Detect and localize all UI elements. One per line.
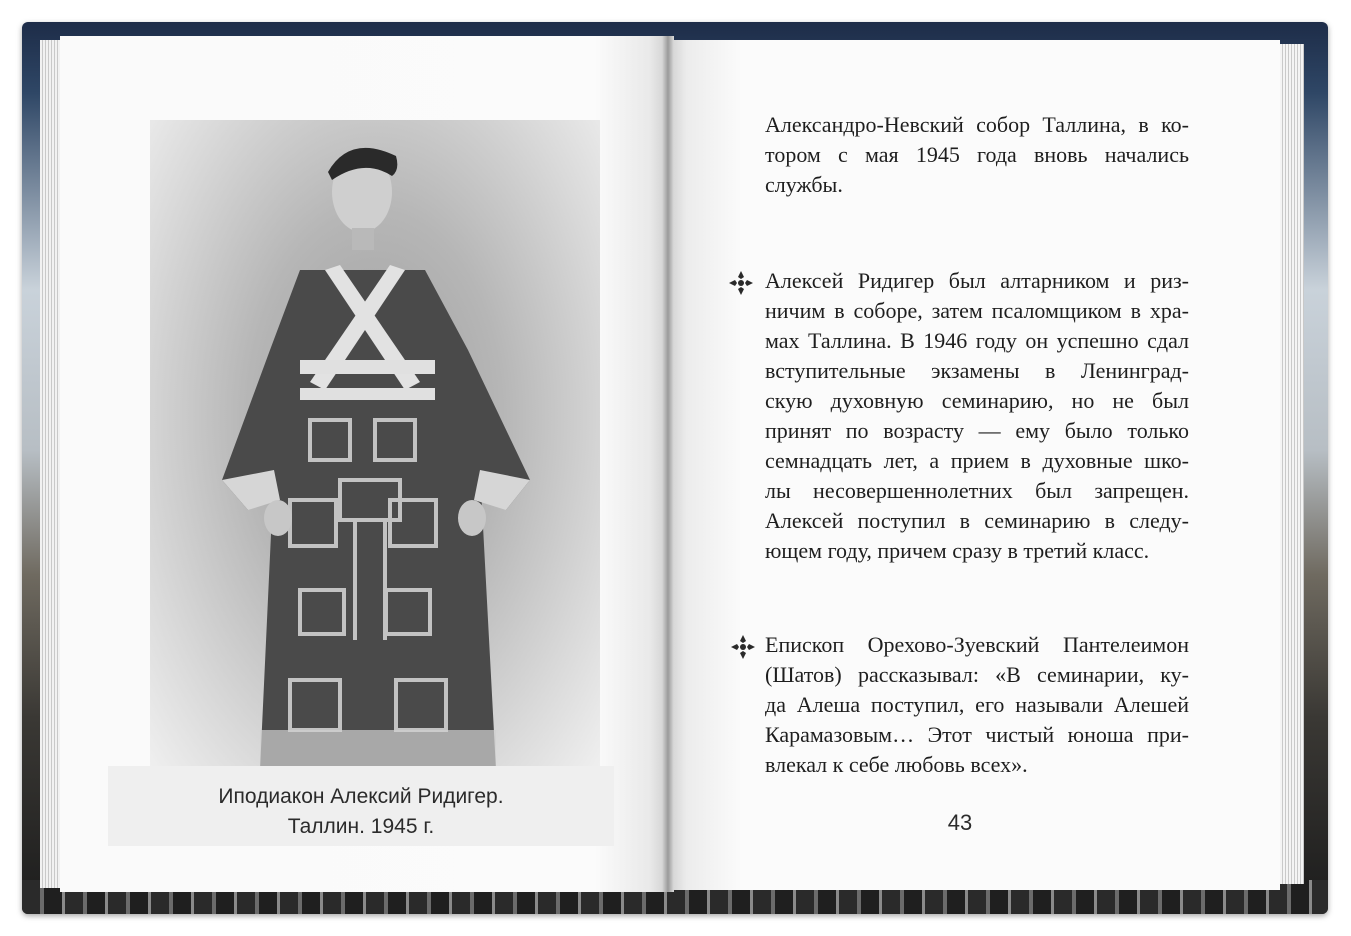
paragraph-2-line: Алексей поступил в семинарию в следу- bbox=[765, 508, 1189, 533]
paragraph-2-line: вступительные экзамены в Ленинград- bbox=[765, 358, 1189, 383]
ornament-cross-icon bbox=[728, 270, 754, 296]
paragraph-3-line: влекал к себе любовь всех». bbox=[765, 752, 1028, 777]
photo-caption bbox=[108, 782, 614, 842]
paragraph-1-line: тором с мая 1945 года вновь начались bbox=[765, 142, 1189, 167]
paragraph-3-line: (Шатов) рассказывал: «В семинарии, ку- bbox=[765, 662, 1189, 687]
paragraph-2-line: ничим в соборе, затем псаломщиком в хра- bbox=[765, 298, 1189, 323]
page-number: 43 bbox=[947, 810, 973, 835]
caption-line-2: Таллин. 1945 г. bbox=[287, 815, 435, 838]
ornament-cross-icon bbox=[730, 634, 756, 660]
page-edges-right bbox=[1276, 44, 1304, 884]
paragraph-3 bbox=[765, 630, 1189, 780]
paragraph-2-line: ющем году, причем сразу в третий класс. bbox=[765, 538, 1150, 563]
paragraph-2-line: Алексей Ридигер был алтарником и риз- bbox=[765, 268, 1189, 293]
paragraph-2-line: семнадцать лет, а прием в духовные шко- bbox=[765, 448, 1189, 473]
paragraph-1-line: Александро-Невский собор Таллина, в ко- bbox=[765, 112, 1189, 137]
paragraph-3-line: Епископ Орехово-Зуевский Пантелеимон bbox=[765, 632, 1189, 657]
paragraph-2-line: лы несовершеннолетних был запрещен. bbox=[765, 478, 1189, 503]
paragraph-2-line: мах Таллина. В 1946 году он успешно сдал bbox=[765, 328, 1189, 353]
photo-figure bbox=[150, 120, 600, 780]
paragraph-3-line: Карамазовым… Этот чистый юноша при- bbox=[765, 722, 1189, 747]
paragraph-2-line: принят по возрасту — ему было только bbox=[765, 418, 1189, 443]
caption-line-1: Иподиакон Алексий Ридигер. bbox=[218, 785, 504, 808]
book-gutter bbox=[662, 36, 674, 892]
photo-subdeacon bbox=[150, 120, 600, 780]
paragraph-2-line: скую духовную семинарию, но не был bbox=[765, 388, 1189, 413]
paragraph-3-line: да Алеша поступил, его называли Алешей bbox=[765, 692, 1189, 717]
paragraph-1 bbox=[765, 110, 1189, 200]
paragraph-2 bbox=[765, 266, 1189, 566]
paragraph-1-line: службы. bbox=[765, 172, 843, 197]
